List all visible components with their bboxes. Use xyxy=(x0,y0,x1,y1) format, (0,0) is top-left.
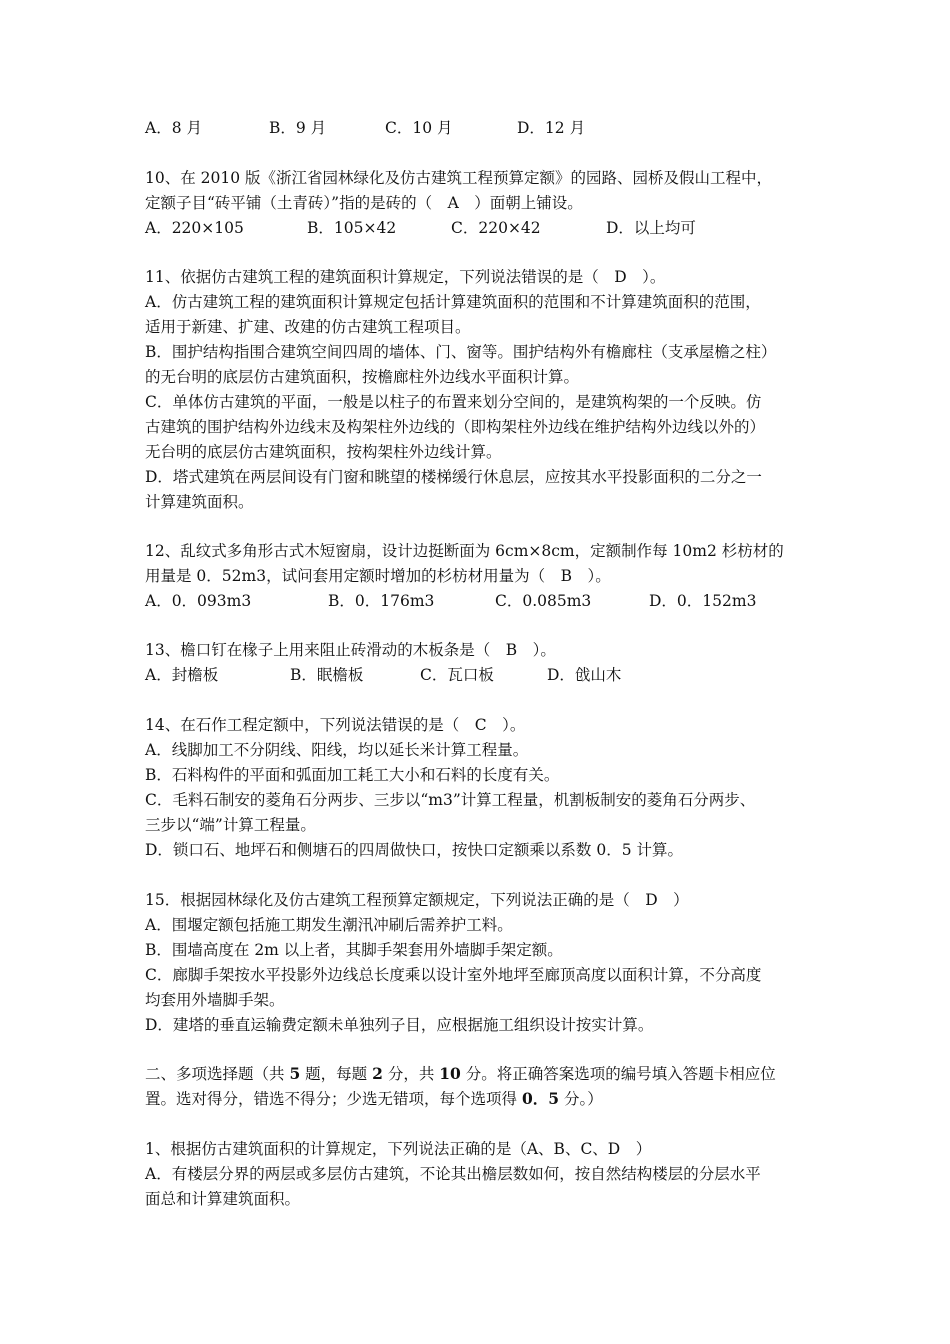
q10-stem-line-2: 定额子目“砖平铺（土青砖）”指的是砖的（ A ）面朝上铺设。 xyxy=(145,194,583,212)
q11-text-line: D．塔式建筑在两层间设有门窗和眺望的楼梯缓行休息层，应按其水平投影面积的二分之一 xyxy=(145,468,762,486)
q9-option-c: C．10 月 xyxy=(385,119,453,137)
q10-option-a: A．220×105 xyxy=(145,219,244,237)
q12-stem-line-2: 用量是 0．52m3，试问套用定额时增加的杉枋材用量为（ B ）。 xyxy=(145,567,611,585)
q11-text-line: C．单体仿古建筑的平面，一般是以柱子的布置来划分空间的，是建筑构架的一个反映。仿 xyxy=(145,393,762,411)
q9-option-d: D．12 月 xyxy=(517,119,586,137)
q11-text-line: 古建筑的围护结构外边线末及构架柱外边线的（即构架柱外边线在维护结构外边线以外的） xyxy=(145,418,766,436)
q15-text-line: 均套用外墙脚手架。 xyxy=(145,991,285,1009)
q13-option-b: B．眠檐板 xyxy=(290,666,364,684)
q10-option-c: C．220×42 xyxy=(451,219,541,237)
q11-text-line: A．仿古建筑工程的建筑面积计算规定包括计算建筑面积的范围和不计算建筑面积的范围， xyxy=(145,293,761,311)
m1-text-line: A．有楼层分界的两层或多层仿古建筑，不论其出檐层数如何，按自然结构楼层的分层水平 xyxy=(145,1165,761,1183)
q12-option-c: C．0.085m3 xyxy=(495,592,592,610)
section-2-heading-line-1 xyxy=(145,1063,776,1085)
section-2-text: 分，共 xyxy=(382,1065,440,1083)
section-2-text: 分。将正确答案选项的编号填入答题卡相应位 xyxy=(460,1065,776,1083)
q15-text-line: C．廊脚手架按水平投影外边线总长度乘以设计室外地坪至廊顶高度以面积计算，不分高度 xyxy=(145,966,762,984)
q10-stem-line-1: 10、在 2010 版《浙江省园林绿化及仿古建筑工程预算定额》的园路、园桥及假山工程中， xyxy=(145,169,773,187)
q10-options xyxy=(145,217,845,239)
section-2-count: 5 xyxy=(289,1064,301,1083)
q12-option-a: A．0．093m3 xyxy=(145,592,252,610)
q11-text-line: 无台明的底层仿古建筑面积，按构架柱外边线计算。 xyxy=(145,443,502,461)
q11-text-line: 适用于新建、扩建、改建的仿古建筑工程项目。 xyxy=(145,318,471,336)
q15-stem: 15．根据园林绿化及仿古建筑工程预算定额规定，下列说法正确的是（ D ） xyxy=(145,891,689,909)
q14-stem: 14、在石作工程定额中，下列说法错误的是（ C ）。 xyxy=(145,716,526,734)
q11-text-line: 计算建筑面积。 xyxy=(145,493,254,511)
q9-option-a: A．8 月 xyxy=(145,119,202,137)
q13-stem: 13、檐口钉在椽子上用来阻止砖滑动的木板条是（ B ）。 xyxy=(145,641,556,659)
q15-text-line: A．围堰定额包括施工期发生潮汛冲刷后需养护工料。 xyxy=(145,916,513,934)
m1-stem: 1、根据仿古建筑面积的计算规定，下列说法正确的是（A、B、C、D ） xyxy=(145,1140,652,1158)
q12-option-d: D．0．152m3 xyxy=(649,592,757,610)
q9-option-b: B．9 月 xyxy=(269,119,327,137)
q14-text-line: B．石料构件的平面和弧面加工耗工大小和石料的长度有关。 xyxy=(145,766,560,784)
q13-option-d: D．戗山木 xyxy=(547,666,622,684)
q12-stem-line-1: 12、乱纹式多角形古式木短窗扇，设计边挺断面为 6cm×8cm，定额制作每 10m2 杉枋材的 xyxy=(145,542,784,560)
q10-option-d: D．以上均可 xyxy=(606,219,696,237)
q12-option-b: B．0．176m3 xyxy=(328,592,435,610)
q10-option-b: B．105×42 xyxy=(307,219,397,237)
q9-options xyxy=(145,117,845,139)
section-2-text: 分。） xyxy=(559,1090,603,1108)
q15-text-line: D．建塔的垂直运输费定额未单独列子目，应根据施工组织设计按实计算。 xyxy=(145,1016,654,1034)
q11-text-line: B．围护结构指围合建筑空间四周的墙体、门、窗等。围护结构外有檐廊柱（支承屋檐之柱） xyxy=(145,343,777,361)
q13-option-c: C．瓦口板 xyxy=(420,666,494,684)
section-2-heading-line-2 xyxy=(145,1088,603,1110)
q14-text-line: 三步以“端”计算工程量。 xyxy=(145,816,316,834)
section-2-text: 二、多项选择题（共 xyxy=(145,1065,290,1083)
q13-option-a: A．封檐板 xyxy=(145,666,219,684)
q15-text-line: B．围墙高度在 2m 以上者，其脚手架套用外墙脚手架定额。 xyxy=(145,941,563,959)
q11-stem: 11、依据仿古建筑工程的建筑面积计算规定，下列说法错误的是（ D ）。 xyxy=(145,268,666,286)
q14-text-line: D．锁口石、地坪石和侧塘石的四周做快口，按快口定额乘以系数 0．5 计算。 xyxy=(145,841,684,859)
q12-options xyxy=(145,590,845,612)
q11-text-line: 的无台明的底层仿古建筑面积，按檐廊柱外边线水平面积计算。 xyxy=(145,368,580,386)
q14-text-line: C．毛料石制安的菱角石分两步、三步以“m3”计算工程量，机割板制安的菱角石分两步、 xyxy=(145,791,756,809)
section-2-text: 置。选对得分，错选不得分；少选无错项，每个选项得 xyxy=(145,1090,522,1108)
section-2-points-option: 0．5 xyxy=(521,1089,560,1108)
section-2-points-each: 2 xyxy=(372,1064,383,1083)
q14-text-line: A．线脚加工不分阴线、阳线，均以延长米计算工程量。 xyxy=(145,741,529,759)
q13-options xyxy=(145,664,845,686)
section-2-text: 题，每题 xyxy=(300,1065,373,1083)
section-2-points-total: 10 xyxy=(439,1064,461,1083)
m1-text-line: 面总和计算建筑面积。 xyxy=(145,1190,301,1208)
